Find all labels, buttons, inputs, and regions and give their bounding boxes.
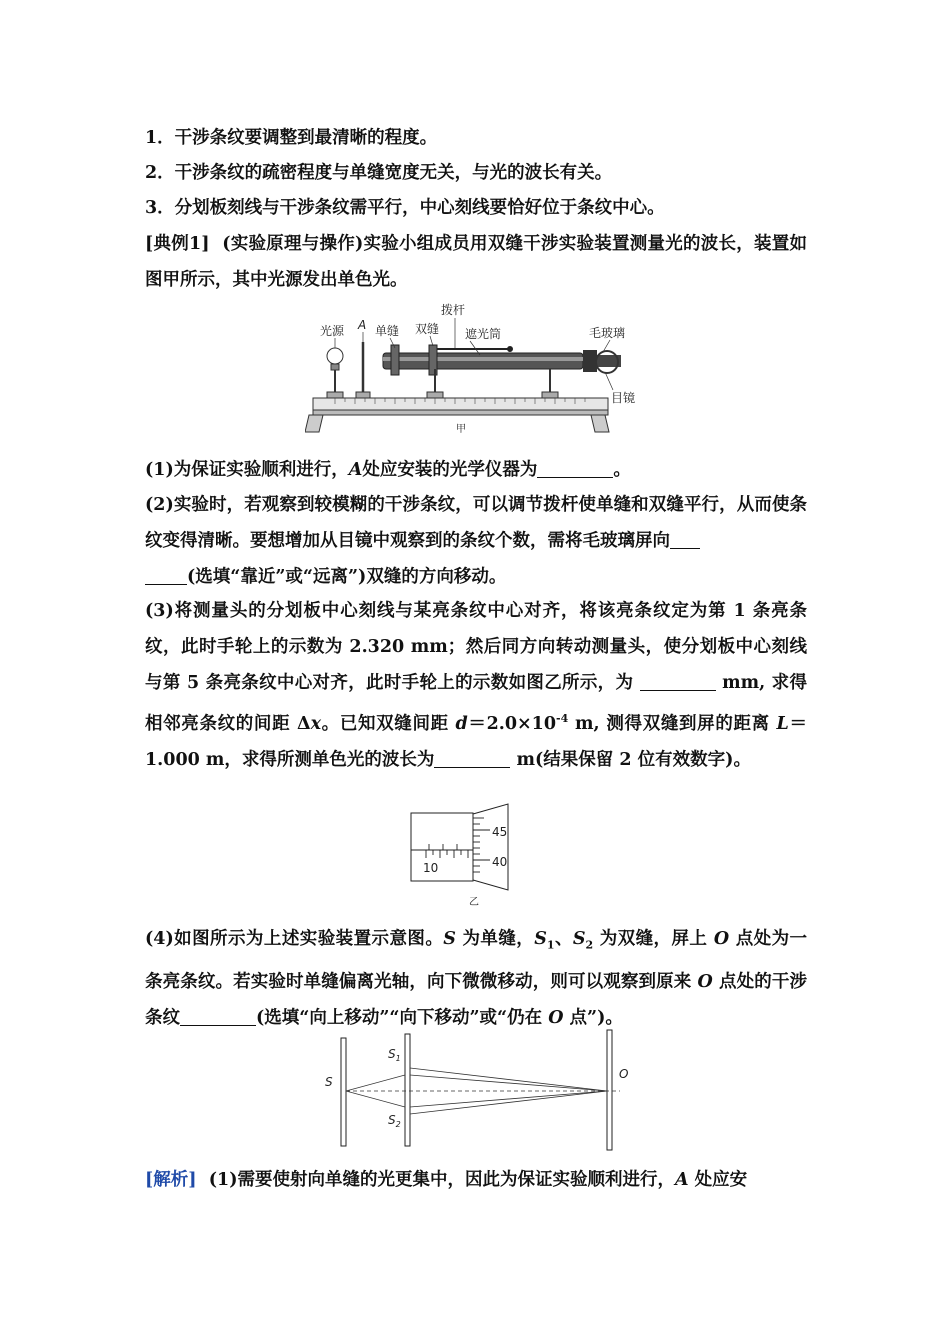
- label-s2-letter: S: [388, 1113, 396, 1127]
- example-topic: (实验原理与操作): [222, 234, 364, 254]
- q4-var-s2: S: [572, 929, 586, 949]
- tube-highlight: [383, 357, 583, 361]
- q2-suffix: (选填“靠近”或“远离”)双缝的方向移动。: [187, 567, 507, 587]
- answer-blank-3b[interactable]: [434, 749, 510, 768]
- lever-knob: [507, 346, 513, 352]
- analysis-tail: 处应安: [688, 1170, 748, 1190]
- q4-var-s: S: [443, 929, 456, 949]
- example-text: 实验小组成员用双缝干涉实验装置测量光的波长，装置如图甲所示，其中光源发出单色光。: [145, 234, 807, 290]
- label-frosted-glass: 毛玻璃: [589, 326, 626, 340]
- q3-var-x: x: [310, 713, 322, 734]
- rail-body: [313, 398, 608, 410]
- label-a: A: [358, 318, 367, 332]
- label-s1: [388, 1047, 401, 1063]
- caption-jia: 甲: [456, 424, 466, 435]
- q1-mid: 处应安装的光学仪器为: [362, 460, 538, 480]
- apparatus-figure: [305, 298, 655, 438]
- answer-blank-1[interactable]: [537, 459, 613, 478]
- single-slit-holder: [391, 345, 399, 375]
- double-slit-plate: [405, 1034, 410, 1146]
- thimble: [473, 804, 508, 890]
- q3-part-6: ＝1.000 m，求得所测单色光的波长为: [145, 713, 808, 770]
- q4-var-s1: S: [534, 929, 547, 949]
- analysis-var-a: A: [675, 1170, 689, 1190]
- q3-part-3: 。已知双缝间距: [321, 713, 456, 734]
- main-scale-box: [411, 813, 473, 881]
- analysis-text: (1)需要使射向单缝的光更集中，因此为保证实验顺利进行，: [208, 1170, 675, 1190]
- label-shade-tube: 遮光筒: [465, 327, 502, 341]
- q4-var-o2: O: [697, 971, 713, 992]
- answer-blank-4[interactable]: [180, 1007, 256, 1026]
- label-s2: [388, 1113, 401, 1129]
- q3-part-1: (3)将测量头的分划板中心刻线与某亮条纹中心对齐，将该亮条纹定为第 1 条亮条纹，此时手轮上的示数为 2.320 mm；然后同方向转动测量头，使分划板中心刻线与第 5 条亮条纹中心对齐，此时手轮上的示数如图乙所示，为: [145, 601, 807, 693]
- screen-plate: [607, 1030, 612, 1150]
- light-paths: [346, 1068, 607, 1114]
- measure-head: [583, 350, 597, 372]
- thimble-label-45: 45: [492, 825, 508, 839]
- q3-part-2: mm, 求得相邻亮条纹的间距 Δ: [145, 673, 808, 734]
- rail-leg-right: [591, 415, 609, 432]
- q1-prefix: (1)为保证实验顺利进行，: [145, 460, 349, 480]
- label-lever: 拨杆: [441, 303, 466, 317]
- bulb-base: [331, 364, 339, 370]
- q4-var-o3: O: [548, 1007, 564, 1028]
- question-3: [145, 593, 807, 778]
- q3-part-4: ＝2.0×10: [467, 713, 557, 734]
- rail-base: [313, 410, 608, 415]
- single-slit-plate: [341, 1038, 346, 1146]
- q4-part-1: (4)如图所示为上述实验装置示意图。: [145, 929, 444, 949]
- q1-var-a: A: [348, 460, 363, 480]
- lens-holder: [356, 392, 370, 398]
- example-tag: [典例1]: [145, 234, 210, 254]
- answer-blank-3a[interactable]: [640, 672, 716, 691]
- q4-part-3: 、: [554, 929, 573, 949]
- q3-var-d: d: [455, 713, 468, 734]
- apparatus-drawing: [305, 298, 655, 438]
- schematic-figure: [315, 1028, 635, 1152]
- q4-sub-1: 1: [546, 938, 555, 952]
- label-s1-letter: S: [388, 1047, 396, 1061]
- bulb-holder: [327, 392, 343, 398]
- label-s: S: [325, 1075, 333, 1089]
- support-base-right: [542, 392, 558, 398]
- label-s1-sub: 1: [395, 1054, 401, 1063]
- schematic-drawing: [315, 1028, 635, 1152]
- micrometer-drawing: [408, 800, 538, 910]
- label-eyepiece: 目镜: [611, 391, 636, 405]
- label-light-source: 光源: [320, 324, 345, 338]
- support-base-left: [427, 392, 443, 398]
- question-1: [145, 452, 807, 488]
- q4-part-4: 为双缝，屏上: [593, 929, 714, 949]
- q1-suffix: 。: [613, 460, 631, 480]
- rail-leg-left: [305, 415, 323, 432]
- q4-part-8: 点”)。: [563, 1007, 623, 1028]
- q4-part-2: 为单缝，: [455, 929, 535, 949]
- q4-var-o: O: [713, 929, 730, 949]
- light-bulb: [327, 348, 343, 364]
- q3-exponent: -4: [556, 712, 569, 725]
- question-2: [145, 487, 807, 595]
- q3-part-7: m(结果保留 2 位有效数字)。: [510, 749, 751, 770]
- q4-part-6: 点处的干涉条纹: [145, 971, 808, 1028]
- q3-part-5: m, 测得双缝到屏的距离: [568, 713, 777, 734]
- q4-part-7: (选填“向上移动”“向下移动”或“仍在: [256, 1007, 549, 1028]
- note-1: 1．干涉条纹要调整到最清晰的程度。: [145, 128, 438, 148]
- main-scale-label-10: 10: [423, 861, 439, 875]
- analysis-paragraph: [145, 1162, 807, 1198]
- label-double-slit: 双缝: [415, 322, 440, 336]
- thimble-label-40: 40: [492, 855, 508, 869]
- q3-var-l: L: [776, 713, 789, 734]
- answer-blank-2b[interactable]: [145, 566, 187, 585]
- q2-text: (2)实验时，若观察到较模糊的干涉条纹，可以调节拨杆使单缝和双缝平行，从而使条纹变得清晰。要想增加从目镜中观察到的条纹个数，需将毛玻璃屏向: [145, 495, 807, 551]
- micrometer-figure: [408, 800, 538, 910]
- note-3: 3．分划板刻线与干涉条纹需平行，中心刻线要恰好位于条纹中心。: [145, 198, 665, 218]
- question-4: [145, 921, 807, 1036]
- caption-yi: 乙: [469, 897, 479, 908]
- example-intro: [145, 226, 807, 298]
- q4-part-5: 点处为一条亮条纹。若实验时单缝偏离光轴，向下微微移动，则可以观察到原来: [145, 929, 808, 992]
- label-single-slit: 单缝: [375, 324, 400, 338]
- label-s2-sub: 2: [395, 1120, 401, 1129]
- analysis-tag: [解析]: [145, 1170, 197, 1190]
- note-2: 2．干涉条纹的疏密程度与单缝宽度无关，与光的波长有关。: [145, 163, 613, 183]
- label-o: O: [619, 1067, 629, 1081]
- q4-sub-2: 2: [585, 938, 594, 952]
- answer-blank-2a[interactable]: [670, 530, 700, 549]
